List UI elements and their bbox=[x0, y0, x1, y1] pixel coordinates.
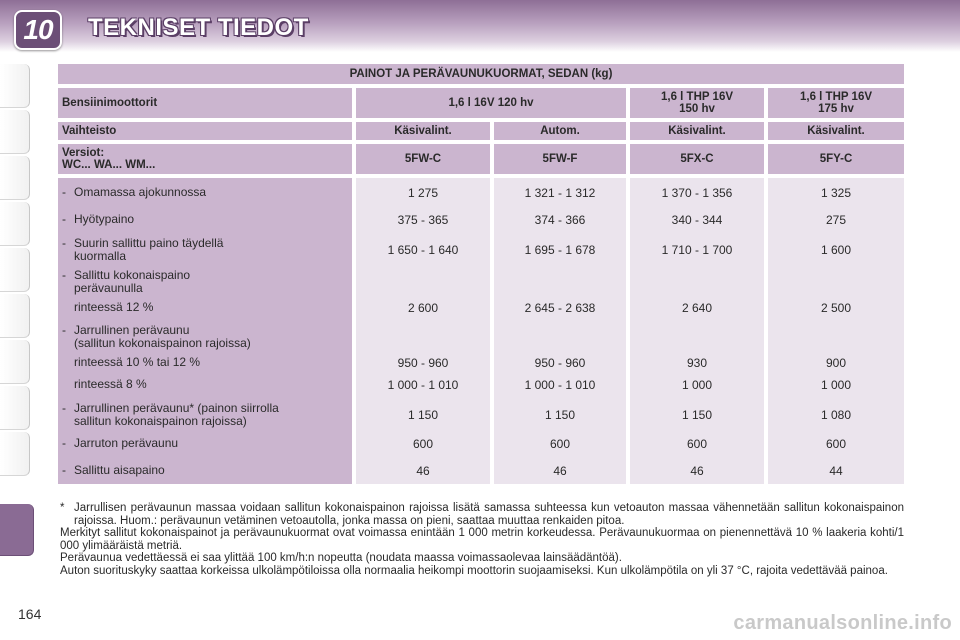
row-dash: - bbox=[62, 236, 66, 250]
engine-c-line2: 175 hv bbox=[818, 103, 854, 115]
chapter-badge: 10 bbox=[14, 10, 62, 50]
table-cell: 2 600 bbox=[407, 301, 439, 315]
version-code: 5FW-F bbox=[494, 144, 626, 174]
row-label-text: Hyötypaino bbox=[74, 212, 135, 226]
chapter-tab[interactable] bbox=[0, 248, 30, 292]
footnotes bbox=[60, 502, 904, 578]
engine-b-line1: 1,6 l THP 16V bbox=[660, 91, 734, 103]
row-label-text: kuormalla bbox=[74, 249, 127, 263]
table-cell: 950 - 960 bbox=[397, 356, 449, 370]
version-code: 5FX-C bbox=[630, 144, 764, 174]
versions-label-line2: WC... WA... WM... bbox=[62, 159, 156, 171]
table-cell: 1 080 bbox=[820, 408, 852, 422]
chapter-tabs bbox=[0, 60, 34, 620]
row-label-text: Jarruton perävaunu bbox=[74, 436, 179, 450]
table-cell: 1 695 - 1 678 bbox=[524, 243, 596, 257]
engine-b-line2: 150 hv bbox=[679, 103, 715, 115]
table-cell: 1 370 - 1 356 bbox=[661, 186, 733, 200]
row-label-text: perävaunulla bbox=[74, 281, 143, 295]
chapter-tab[interactable] bbox=[0, 386, 30, 430]
row-label-text: rinteessä 8 % bbox=[74, 377, 147, 391]
gearbox-value: Käsivalint. bbox=[630, 122, 764, 140]
table-cell: 1 600 bbox=[820, 243, 852, 257]
table-cell: 930 bbox=[686, 356, 708, 370]
row-label-text: rinteessä 10 % tai 12 % bbox=[74, 355, 201, 369]
row-label-text: sallitun kokonaispainon rajoissa) bbox=[74, 414, 247, 428]
table-cell: 1 000 bbox=[681, 378, 713, 392]
table-cell: 375 - 365 bbox=[397, 213, 449, 227]
footnote-paragraph: Auton suorituskyky saattaa korkeissa ulkolämpötiloissa olla normaalia heikompi moottorin suojaamiseksi. Kun ulkolämpötila on yli 37 °C, rajoita vedettävää painoa. bbox=[60, 564, 888, 577]
engines-label: Bensiinimoottorit bbox=[58, 88, 352, 118]
chapter-tab[interactable] bbox=[0, 294, 30, 338]
table-cell: 600 bbox=[549, 437, 571, 451]
gearbox-value: Käsivalint. bbox=[768, 122, 904, 140]
engine-c-line1: 1,6 l THP 16V bbox=[799, 91, 873, 103]
table-cell: 275 bbox=[825, 213, 847, 227]
chapter-tab[interactable] bbox=[0, 340, 30, 384]
footnote-star-text: Jarrullisen perävaunun massaa voidaan sallitun kokonaispainon rajoissa lisätä samassa suhteessa kun vetoauton massaa vähennetään sallitun kokonaispainon rajoissa. Huom.: perävaunun vetäminen vetoautolla, jonka massa on pieni, saattaa muuttaa renkaiden pitoa. bbox=[74, 502, 904, 527]
chapter-tab[interactable] bbox=[0, 432, 30, 476]
row-label-text: Sallittu kokonaispaino bbox=[74, 268, 191, 282]
table-cell: 46 bbox=[553, 464, 567, 478]
table-cell: 1 710 - 1 700 bbox=[661, 243, 733, 257]
footnote-paragraph: Merkityt sallitut kokonaispainot ja perävaunukuormat ovat voimassa enintään 1 000 metrin korkeudessa. Perävaunukuormaa on pienennettävä 10 % laakeria kohti/1 000 ylimääräistä metriä. bbox=[60, 527, 904, 552]
table-cell: 1 000 - 1 010 bbox=[524, 378, 596, 392]
row-label-text: Sallittu aisapaino bbox=[74, 463, 165, 477]
page-title: TEKNISET TIEDOT bbox=[88, 14, 309, 41]
versions-label-line1: Versiot: bbox=[62, 147, 105, 159]
table-cell: 2 645 - 2 638 bbox=[524, 301, 596, 315]
gearbox-label: Vaihteisto bbox=[58, 122, 352, 140]
table-cell: 46 bbox=[690, 464, 704, 478]
row-dash: - bbox=[62, 185, 66, 199]
table-cell: 950 - 960 bbox=[534, 356, 586, 370]
row-label-text: Jarrullinen perävaunu bbox=[74, 323, 190, 337]
table-cell: 46 bbox=[416, 464, 430, 478]
table-cell: 1 275 bbox=[407, 186, 439, 200]
gearbox-value: Käsivalint. bbox=[356, 122, 490, 140]
row-label-text: Jarrullinen perävaunu* (painon siirrolla bbox=[74, 401, 279, 415]
version-code: 5FW-C bbox=[356, 144, 490, 174]
table-cell: 2 500 bbox=[820, 301, 852, 315]
table-cell: 44 bbox=[829, 464, 843, 478]
table-cell: 600 bbox=[825, 437, 847, 451]
row-dash: - bbox=[62, 268, 66, 282]
version-code: 5FY-C bbox=[768, 144, 904, 174]
row-dash: - bbox=[62, 323, 66, 337]
row-label-text: Suurin sallittu paino täydellä bbox=[74, 236, 224, 250]
table-cell: 1 000 bbox=[820, 378, 852, 392]
row-label-text: Omamassa ajokunnossa bbox=[74, 185, 207, 199]
footnote-marker: * bbox=[60, 502, 65, 514]
page-number: 164 bbox=[18, 606, 42, 622]
gearbox-value: Autom. bbox=[494, 122, 626, 140]
footnote-star bbox=[60, 502, 904, 527]
table-cell: 1 150 bbox=[544, 408, 576, 422]
chapter-tab[interactable] bbox=[0, 64, 30, 108]
row-dash: - bbox=[62, 212, 66, 226]
chapter-tab-active[interactable] bbox=[0, 504, 34, 556]
table-cell: 1 650 - 1 640 bbox=[387, 243, 459, 257]
chapter-tab[interactable] bbox=[0, 156, 30, 200]
engine-b bbox=[630, 88, 764, 118]
table-cell: 2 640 bbox=[681, 301, 713, 315]
row-dash: - bbox=[62, 436, 66, 450]
table-cell: 600 bbox=[686, 437, 708, 451]
footnote-paragraph: Perävaunua vedettäessä ei saa ylittää 100 km/h:n nopeutta (noudata maassa voimassaolevaa lainsäädäntöä). bbox=[60, 552, 622, 565]
table-cell: 1 000 - 1 010 bbox=[387, 378, 459, 392]
row-dash: - bbox=[62, 463, 66, 477]
table-cell: 1 321 - 1 312 bbox=[524, 186, 596, 200]
chapter-tab[interactable] bbox=[0, 202, 30, 246]
table-cell: 900 bbox=[825, 356, 847, 370]
row-label-text: (sallitun kokonaispainon rajoissa) bbox=[74, 336, 251, 350]
row-dash: - bbox=[62, 401, 66, 415]
versions-label bbox=[58, 144, 352, 174]
table-cell: 600 bbox=[412, 437, 434, 451]
table-cell: 340 - 344 bbox=[671, 213, 723, 227]
row-label-text: rinteessä 12 % bbox=[74, 300, 154, 314]
engine-c bbox=[768, 88, 904, 118]
chapter-tab[interactable] bbox=[0, 110, 30, 154]
table-cell: 1 325 bbox=[820, 186, 852, 200]
table-title: PAINOT JA PERÄVAUNUKUORMAT, SEDAN (kg) bbox=[58, 64, 904, 84]
table-cell: 374 - 366 bbox=[534, 213, 586, 227]
table-cell: 1 150 bbox=[681, 408, 713, 422]
watermark: carmanualsonline.info bbox=[733, 612, 952, 634]
engine-a: 1,6 l 16V 120 hv bbox=[356, 88, 626, 118]
table-cell: 1 150 bbox=[407, 408, 439, 422]
